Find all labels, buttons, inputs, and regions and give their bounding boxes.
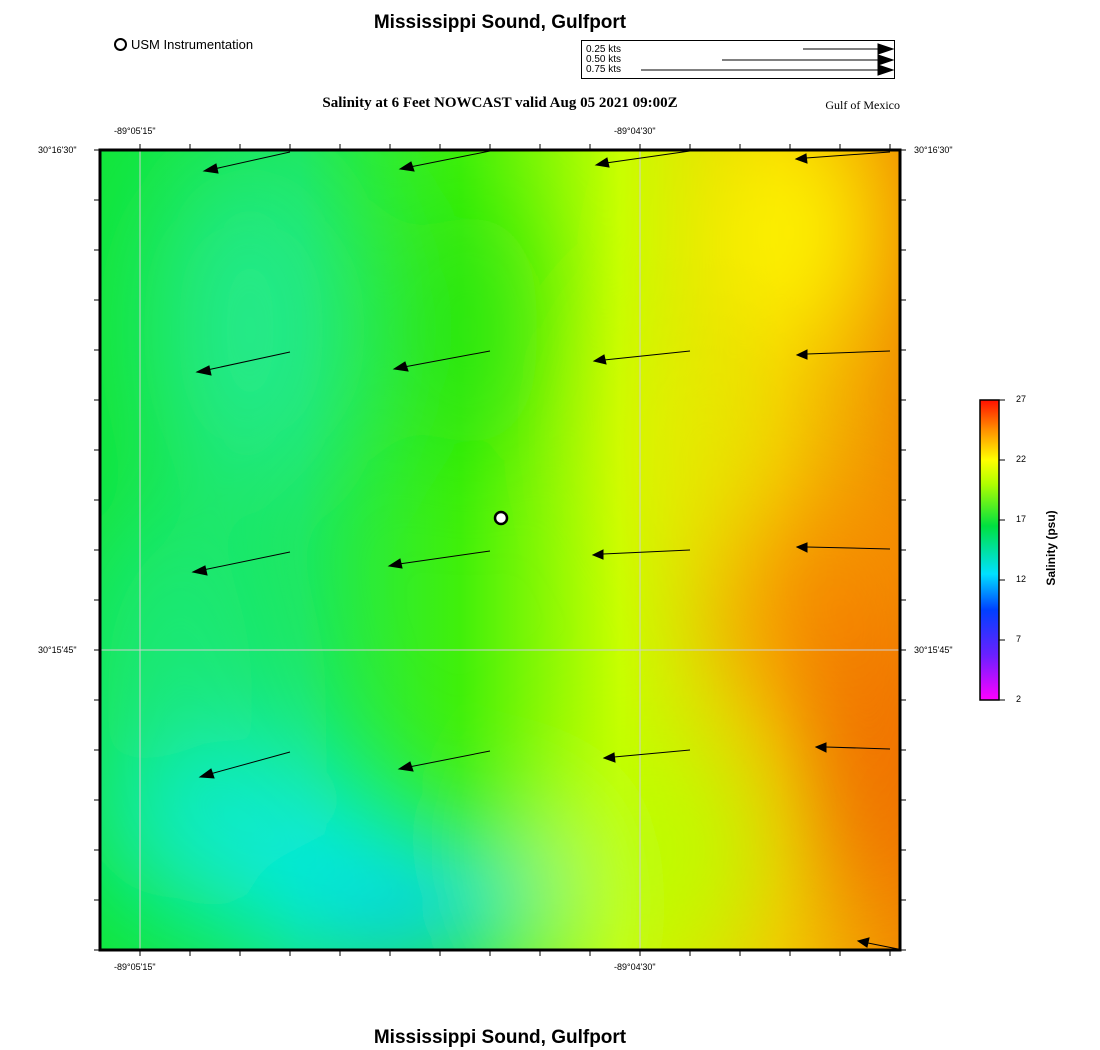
- colorbar-ticks: [999, 400, 1005, 700]
- footer-title: Mississippi Sound, Gulfport: [373, 1027, 627, 1048]
- colorbar-tick-label: 17: [1016, 514, 1027, 524]
- vector-scale-arrows: [641, 44, 893, 75]
- vector-scale-label: 0.25 kts: [586, 44, 622, 55]
- lat-tick-left: 30°15'45": [38, 645, 77, 655]
- vector-scale-label: 0.50 kts: [586, 54, 622, 65]
- lon-tick-top: -89°05'15": [114, 126, 156, 136]
- colorbar-tick-label: 12: [1016, 574, 1027, 584]
- lat-tick-right: 30°15'45": [914, 645, 953, 655]
- vector-scale-label: 0.75 kts: [586, 64, 622, 75]
- station-legend-label: USM Instrumentation: [131, 37, 254, 52]
- salinity-field: [70, 120, 950, 970]
- colorbar-tick-label: 2: [1016, 694, 1022, 704]
- page-title: Mississippi Sound, Gulfport: [373, 12, 627, 33]
- lat-tick-right: 30°16'30": [914, 145, 953, 155]
- colorbar: [980, 400, 999, 700]
- map-subtitle: Salinity at 6 Feet NOWCAST valid Aug 05 2021 09:00Z: [322, 95, 678, 111]
- region-label: Gulf of Mexico: [825, 98, 900, 112]
- station-marker-icon[interactable]: [495, 512, 507, 524]
- lon-tick-bottom: -89°04'30": [614, 962, 656, 972]
- colorbar-tick-label: 27: [1016, 394, 1027, 404]
- lat-tick-left: 30°16'30": [38, 145, 77, 155]
- lon-tick-bottom: -89°05'15": [114, 962, 156, 972]
- lon-tick-top: -89°04'30": [614, 126, 656, 136]
- colorbar-tick-label: 22: [1016, 454, 1027, 464]
- colorbar-tick-label: 7: [1016, 634, 1022, 644]
- colorbar-title: Salinity (psu): [1044, 510, 1058, 586]
